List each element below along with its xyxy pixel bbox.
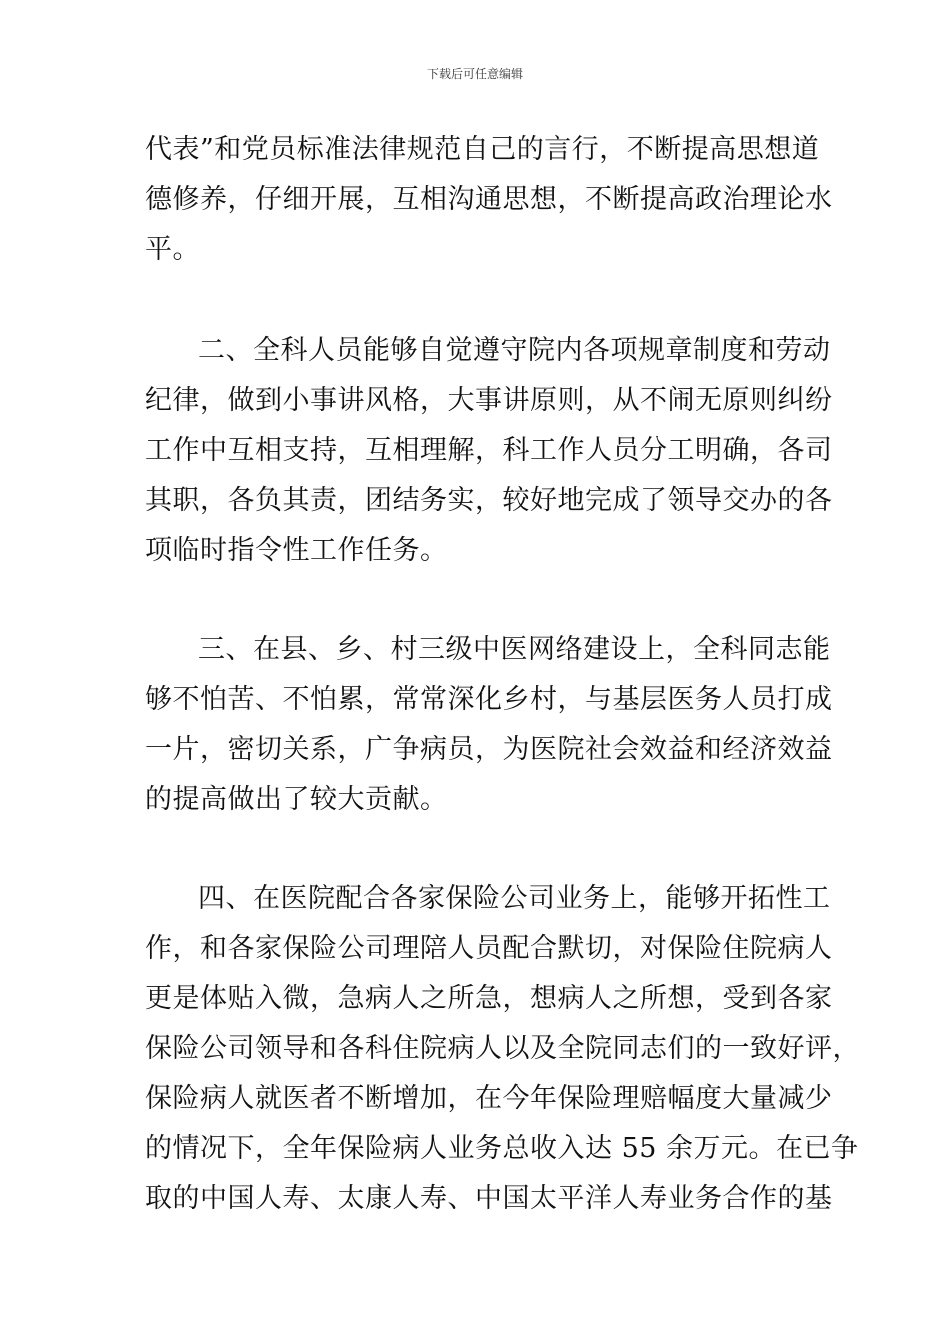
paragraph-first-line: 三、在县、乡、村三级中医网络建设上，全科同志能 — [198, 634, 831, 665]
text-line: 工作中互相支持，互相理解，科工作人员分工明确，各司 — [145, 435, 833, 466]
text-line: 纪律，做到小事讲风格，大事讲原则，从不闹无原则纠纷 — [145, 385, 833, 416]
text-line: 作，和各家保险公司理陪人员配合默切，对保险住院病人 — [145, 933, 833, 964]
text-line: 项临时指令性工作任务。 — [145, 535, 448, 566]
text-line: 保险病人就医者不断增加，在今年保险理赔幅度大量减少 — [145, 1083, 833, 1114]
text-line: 德修养，仔细开展，互相沟通思想，不断提高政治理论水 — [145, 184, 833, 215]
text-line: 的提高做出了较大贡献。 — [145, 784, 448, 815]
text-line: 一片，密切关系，广争病员，为医院社会效益和经济效益 — [145, 734, 833, 765]
text-line: 更是体贴入微，急病人之所急，想病人之所想，受到各家 — [145, 983, 833, 1014]
text-line: 平。 — [145, 234, 200, 265]
text-line: 保险公司领导和各科住院病人以及全院同志们的一致好评， — [145, 1033, 860, 1064]
paragraph-first-line: 四、在医院配合各家保险公司业务上，能够开拓性工 — [198, 883, 831, 914]
page-header-note: 下载后可任意编辑 — [426, 67, 523, 81]
text-line: 的情况下，全年保险病人业务总收入达 55 余万元。在已争 — [145, 1133, 859, 1164]
paragraph-first-line: 二、全科人员能够自觉遵守院内各项规章制度和劳动 — [198, 335, 831, 366]
text-line: 代表”和党员标准法律规范自己的言行，不断提高思想道 — [145, 134, 820, 165]
text-line: 其职，各负其责，团结务实，较好地完成了领导交办的各 — [145, 485, 833, 516]
text-line: 取的中国人寿、太康人寿、中国太平洋人寿业务合作的基 — [145, 1183, 833, 1214]
text-line: 够不怕苦、不怕累，常常深化乡村，与基层医务人员打成 — [145, 684, 833, 715]
